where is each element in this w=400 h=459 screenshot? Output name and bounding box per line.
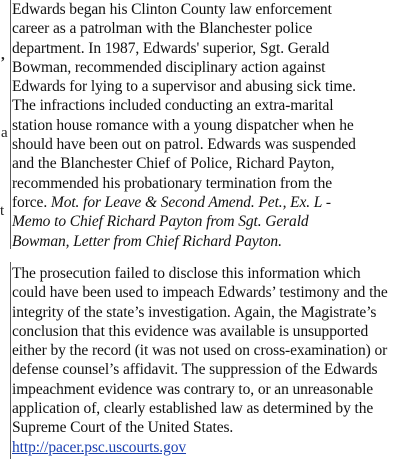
paragraph-prosecution-failure (12, 264, 388, 457)
adjacent-page-fragments (0, 0, 10, 459)
text-line: could have been used to impeach Edwards’ testimony and the (12, 284, 388, 302)
text-line: Supreme Court of the United States. (12, 419, 234, 437)
text-line: should have been out on patrol. Edwards was suspended (12, 136, 356, 154)
text-line: application of, clearly established law as determined by the (12, 400, 374, 418)
citation-text: Mot. for Leave & Second Amend. Pet., Ex. L - (50, 193, 331, 211)
text-line: recommended his probationary termination from the (12, 174, 333, 192)
text-line: department. In 1987, Edwards' superior, Sgt. Gerald (12, 39, 330, 57)
text-line: station house romance with a young dispatcher when he (12, 116, 354, 134)
text-line: defense counsel’s affidavit. The suppression of the Edwards (12, 361, 378, 379)
edge-fragment: , (1, 47, 5, 63)
edge-fragment: t (0, 203, 5, 219)
edge-fragment: a (1, 125, 8, 141)
citation-line: Bowman, Letter from Chief Richard Payton. (12, 232, 282, 250)
text-line: either by the record (it was not used on cross-examination) or (12, 342, 388, 360)
text-line: conclusion that this evidence was available is unsupported (12, 322, 369, 340)
margin-rule (10, 262, 11, 459)
margin-rule (10, 0, 11, 249)
text-line: Edwards for lying to a supervisor and abusing sick time. (12, 78, 356, 96)
pacer-link[interactable]: http://pacer.psc.uscourts.gov (12, 438, 187, 456)
text-line: and the Blanchester Chief of Police, Richard Payton, (12, 155, 335, 173)
text-line: integrity of the state’s investigation. Again, the Magistrate’s (12, 303, 377, 321)
text-line: The prosecution failed to disclose this information which (12, 265, 361, 282)
text-line: impeachment evidence was contrary to, or an unreasonable (12, 380, 374, 398)
text-line: Bowman, recommended disciplinary action against (12, 58, 326, 76)
text-line: career as a patrolman with the Blanchester police (12, 20, 313, 38)
text-line: The infractions included conducting an extra-marital (12, 97, 334, 115)
text-line: Edwards began his Clinton County law enforcement (12, 1, 332, 18)
citation-lead: force. (12, 193, 51, 211)
citation-line (12, 193, 356, 212)
citation-line: Memo to Chief Richard Payton from Sgt. Gerald (12, 213, 309, 231)
paragraph-edwards-background (12, 0, 356, 251)
